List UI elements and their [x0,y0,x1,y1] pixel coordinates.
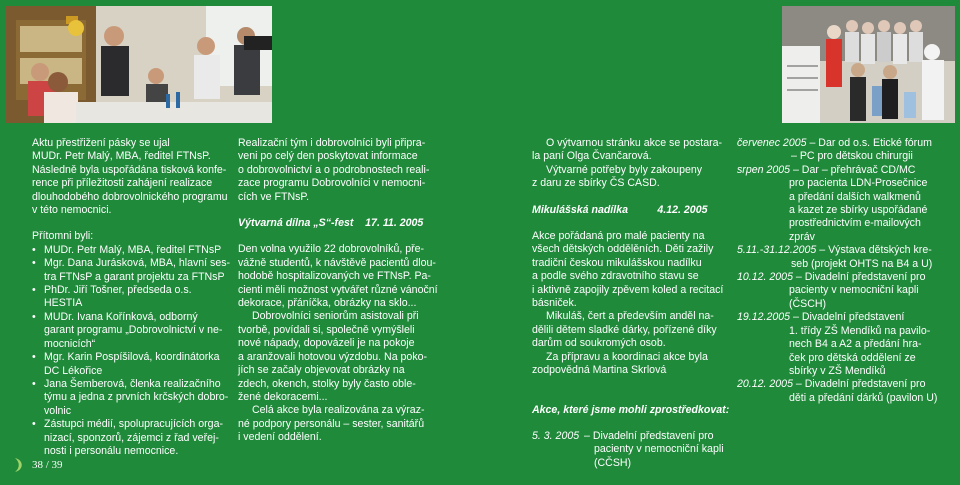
text-line: o dobrovolnictví a o podrobnostech reali- [238,163,430,176]
middle-column [238,137,468,445]
text-line: hodobě hospitalizovaných ve FTNsP. Pa- [238,270,431,283]
right-column-1 [532,137,732,470]
present-item: • Jana Šemberová, členka realizačního týmu a jedna z prvních krčských dobro- volnic [32,378,232,418]
text-line: všech dětských oddělěních. Děti zažily [532,243,714,256]
event-entry: 20.12. 2005 – Divadelní představení pro děti a předání dárků (pavilon U) [737,378,957,405]
text-line: – PC pro dětskou chirurgii [791,150,913,163]
text-line: i aktivně zapojily zpěvem koled a recitací [532,283,724,296]
text-line: cích ve FTNsP. [238,190,310,203]
event-entry: 5.11.-31.12.2005 – Výstava dětských kre- seb (projekt OHTS na B4 a U) [737,244,957,271]
text-line: Akce pořádaná pro malé pacienty na [532,230,705,243]
text-line: la paní Olga Čvančarová. [532,150,652,163]
text-line: Mikuláš, čert a především anděl na- [546,310,714,323]
text-line: děti a předání dárků (pavilon U) [789,391,938,404]
text-line: Celá akce byla realizována za výraz- [252,404,425,417]
right-column-2 [737,137,957,405]
text-line: veni po celý den poskytovat informace [238,150,418,163]
event-description: – Divadelní představení pro pacienty v nemocniční kapli (CČSH) [584,429,724,469]
text-line: žené dekoracemi... [238,390,328,403]
text-line: jích se začaly objevovat obrázky na [238,364,405,377]
text-line: zodpovědná Martina Skrlová [532,364,667,377]
text-line: Den volna využilo 22 dobrovolníků, pře- [238,243,425,256]
left-column [32,137,232,458]
page-number: 38 / 39 [12,457,63,473]
event-entry: červenec 2005 – Dar od o.s. Etické fórum – PC pro dětskou chirurgii [737,137,957,164]
present-item: • Mgr. Dana Jurásková, MBA, hlavní ses- tra FTNsP a garant projektu za FTNsP [32,257,232,284]
text-line: cienti měli možnost vytvářet různé vánoční [238,283,438,296]
intro-line-2: MUDr. Petr Malý, MBA, ředitel FTNsP. [32,150,211,163]
section-heading: Výtvarná dílna „S“-fest 17. 11. 2005 [238,217,424,230]
section-heading: Akce, které jsme mohli zprostředkovat: [532,403,730,416]
intro-line-5: dlouhodobého dobrovolnického programu [32,190,228,203]
intro-line-4: rence při příležitosti zahájení realizace [32,177,213,190]
event-date: 10.12. 2005 [737,271,793,284]
event-date: srpen 2005 [737,163,791,176]
text-line: O výtvarnou stránku akce se postara- [546,137,723,149]
section-heading: Mikulášská nadílka 4.12. 2005 [532,203,708,216]
intro-line-6: v této nemocnici. [32,204,112,217]
text-line: Za přípravu a koordinaci akce byla [546,350,708,363]
text-line: pacienty v nemocniční kapli [789,284,919,297]
text-line: a předání dalších walkmenů [789,190,921,203]
text-line: a kazet ze sbírky uspořádané [789,204,928,217]
event-entry: 10.12. 2005 – Divadelní představení pro pacienty v nemocniční kapli (ČSCH) [737,271,957,311]
text-line: né podpory personálu – sester, sanitářů [238,417,425,430]
event-date: 5.11.-31.12.2005 [737,244,817,257]
event-date: 19.12.2005 [737,311,791,324]
event-entry [532,430,732,470]
intro-line-3: Následně byla uspořádána tisková konfe- [32,163,227,176]
text-line: sbírky v ZŠ Mendíků [789,364,886,377]
text-line: nech B4 a A2 a předání hra- [789,338,922,351]
present-item: • Mgr. Karin Pospíšilová, koordinátorka DC Lékořice [32,351,232,378]
text-line: ček pro dětská oddělení ze [789,351,916,364]
text-line: vážně studentů, k návštěvě pacientů dlou- [238,256,436,269]
text-line: pro pacienta LDN-Prosečnice [789,177,928,190]
present-list [32,244,232,459]
present-item: • Zástupci médií, spolupracujících orga- nizací, sponzorů, zájemci z řad veřej- nosti i personálu nemocnice. [32,418,232,458]
text-line: tradiční českou mikulášskou nadílku [532,256,702,269]
mikulas-group-photo [782,6,955,123]
present-label: Přítomni byli: [32,230,94,243]
text-line: nové nápady, dopovázeli je na pokoje [238,337,415,350]
text-line: i vedení oddělení. [238,431,322,444]
text-line: zdech, okench, stolky byly často oble- [238,377,416,390]
text-line: tvorbě, povídali si, společně vymýšleli [238,323,415,336]
event-entry: srpen 2005 – Dar – přehrávač CD/MC pro pacienta LDN-Prosečnice a předání dalších walkmenů a kazet ze sbírky uspořádané prostřednictvím e-mailových zpráv [737,164,957,244]
text-line: zace programu Dobrovolníci v nemocni- [238,177,426,190]
text-line: (ČSCH) [789,297,827,310]
text-line: dekorace, přáníčka, obrázky na sklo... [238,297,417,310]
present-item: • PhDr. Jiří Tošner, předseda o.s. HESTIA [32,284,232,311]
text-line: Dobrovolníci seniorům asistovali při [252,310,419,323]
leaf-icon [12,457,26,473]
text-line: dělili dětem sladké dárky, pořízené díky [532,323,717,336]
event-entry: 19.12.2005 – Divadelní představení 1. třídy ZŠ Mendíků na pavilo- nech B4 a A2 a předání hra- ček pro dětská oddělení ze sbírky v ZŠ Mendíků [737,311,957,378]
text-line: z daru ze sbírky ČS CASD. [532,177,660,190]
intro-line-1: Aktu přestřižení pásky se ujal [32,137,170,149]
press-conference-photo [6,6,272,123]
present-item: • MUDr. Petr Malý, MBA, ředitel FTNsP [32,244,232,257]
event-date: červenec 2005 [737,137,807,149]
text-line: Realizační tým i dobrovolníci byli připra- [238,137,426,149]
text-line: 1. třídy ZŠ Mendíků na pavilo- [789,324,931,337]
text-line: a aranžovali hotovou výzdobu. Na poko- [238,350,428,363]
text-line: Výtvarné potřeby byly zakoupeny [546,163,703,176]
text-line: zpráv [789,230,815,243]
text-line: darům od soukromých osob. [532,337,666,350]
event-date: 5. 3. 2005 [532,429,580,442]
present-item: • MUDr. Ivana Kořínková, odborný garant programu „Dobrovolnictví v ne- mocnicích“ [32,311,232,351]
event-date: 20.12. 2005 [737,378,793,391]
text-line: a podle svého zdravotního stavu se [532,270,699,283]
text-line: seb (projekt OHTS na B4 a U) [791,257,933,270]
text-line: básniček. [532,297,577,310]
text-line: prostřednictvím e-mailových [789,217,921,230]
